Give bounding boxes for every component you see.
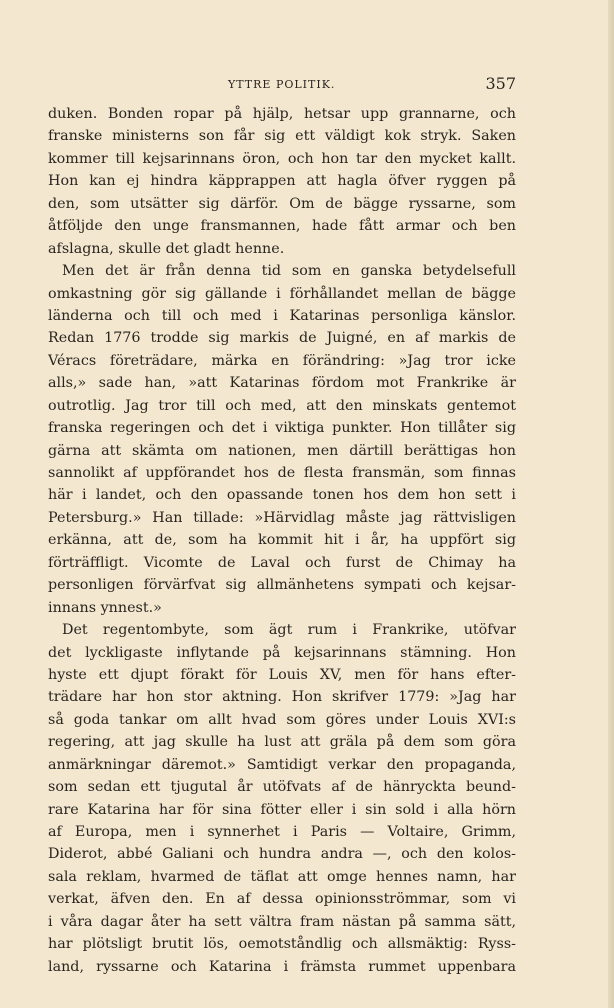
text-line: outrotlig. Jag tror till och med, att den minskats gentemot [48, 397, 516, 414]
text-line: af Europa, men i synnerhet i Paris — Voltaire, Grimm, [48, 824, 516, 840]
text-line: erkänna, att de, som ha kommit hit i år, ha uppfört sig [48, 532, 516, 549]
text-line: det lyckligaste inflytande på kejsarinnans stämning. Hon [48, 644, 516, 661]
text-line: trädare har hon stor aktning. Hon skrifver 1779: »Jag har [48, 689, 516, 706]
text-line: Diderot, abbé Galiani och hundra andra —, och den kolos- [48, 846, 516, 863]
text-line: Petersburg.» Han tillade: »Härvidlag måste jag rättvisligen [48, 509, 516, 526]
text-line: gärna att skämta om nationen, men därtill berättigas hon [48, 442, 516, 459]
text-line: Men det är från denna tid som en ganska betydelsefull [62, 263, 516, 280]
text-line: alls,» sade han, »att Katarinas fördom mot Frankrike är [48, 375, 516, 392]
text-line: här i landet, och den opassande tonen hos dem hon sett i [48, 487, 516, 504]
running-title: YTTRE POLITIK. [228, 78, 336, 91]
text-line: personligen förvärfvat sig allmänhetens sympati och kejsar- [48, 577, 516, 594]
text-line: sala reklam, hvarmed de täflat att omge hennes namn, har [48, 868, 516, 885]
text-line: duken. Bonden ropar på hjälp, hetsar upp grannarne, och [48, 106, 516, 122]
text-line: rare Katarina har för sina fötter eller i sin sold i alla hörn [48, 801, 516, 818]
text-line: så goda tankar om allt hvad som göres under Louis XVI:s [48, 711, 516, 728]
text-line: land, ryssarne och Katarina i främsta rummet uppenbara [48, 958, 516, 975]
text-line: länderna och till och med i Katarinas personliga känslor. [48, 307, 516, 324]
text-line: har plötsligt brutit lös, oemotståndlig och allsmäktig: Ryss- [48, 936, 516, 953]
text-line: hyste ett djupt förakt för Louis XV, men för hans efter- [48, 666, 516, 683]
text-line: förträffligt. Vicomte de Laval och furst de Chimay ha [48, 554, 516, 571]
text-line: regering, att jag skulle ha lust att gräla på dem som göra [48, 734, 516, 751]
text-line: Redan 1776 trodde sig markis de Juigné, en af markis de [48, 330, 516, 347]
text-line: i våra dagar åter ha sett vältra fram nästan på samma sätt, [48, 913, 516, 930]
text-line: anmärkningar däremot.» Samtidigt verkar den propaganda, [48, 756, 516, 773]
text-line: afslagna, skulle det gladt henne. [48, 240, 285, 257]
text-line: omkastning gör sig gällande i förhållandet mellan de bägge [48, 285, 516, 302]
text-line: innans ynnest.» [48, 599, 162, 616]
text-line: franska regeringen och det i viktiga punkter. Hon tillåter sig [48, 420, 516, 437]
text-line: den, som utsätter sig därför. Om de bägge ryssarne, som [48, 195, 516, 212]
text-line: verkat, äfven den. En af dessa opinionsströmmar, som vi [48, 891, 516, 908]
body-text [48, 103, 516, 978]
text-line: Hon kan ej hindra käpprappen att hagla öfver ryggen på [48, 173, 516, 190]
page-number: 357 [485, 74, 516, 93]
text-line: sannolikt af uppförandet hos de flesta fransmän, som finnas [48, 465, 516, 481]
text-line: åtföljde den unge fransmannen, hade fått armar och ben [48, 218, 516, 235]
page-header [48, 74, 516, 98]
text-line: Det regentombyte, som ägt rum i Frankrike, utöfvar [62, 622, 516, 639]
text-line: Véracs företrädare, märka en förändring: »Jag tror icke [48, 352, 516, 369]
text-line: franske ministerns son får sig ett väldigt kok stryk. Saken [48, 128, 516, 145]
page-edge [608, 0, 614, 1008]
text-line: som sedan ett tjugutal år utöfvats af de hänryckta beund- [48, 779, 516, 796]
text-line: kommer till kejsarinnans öron, och hon tar den mycket kallt. [48, 150, 516, 167]
